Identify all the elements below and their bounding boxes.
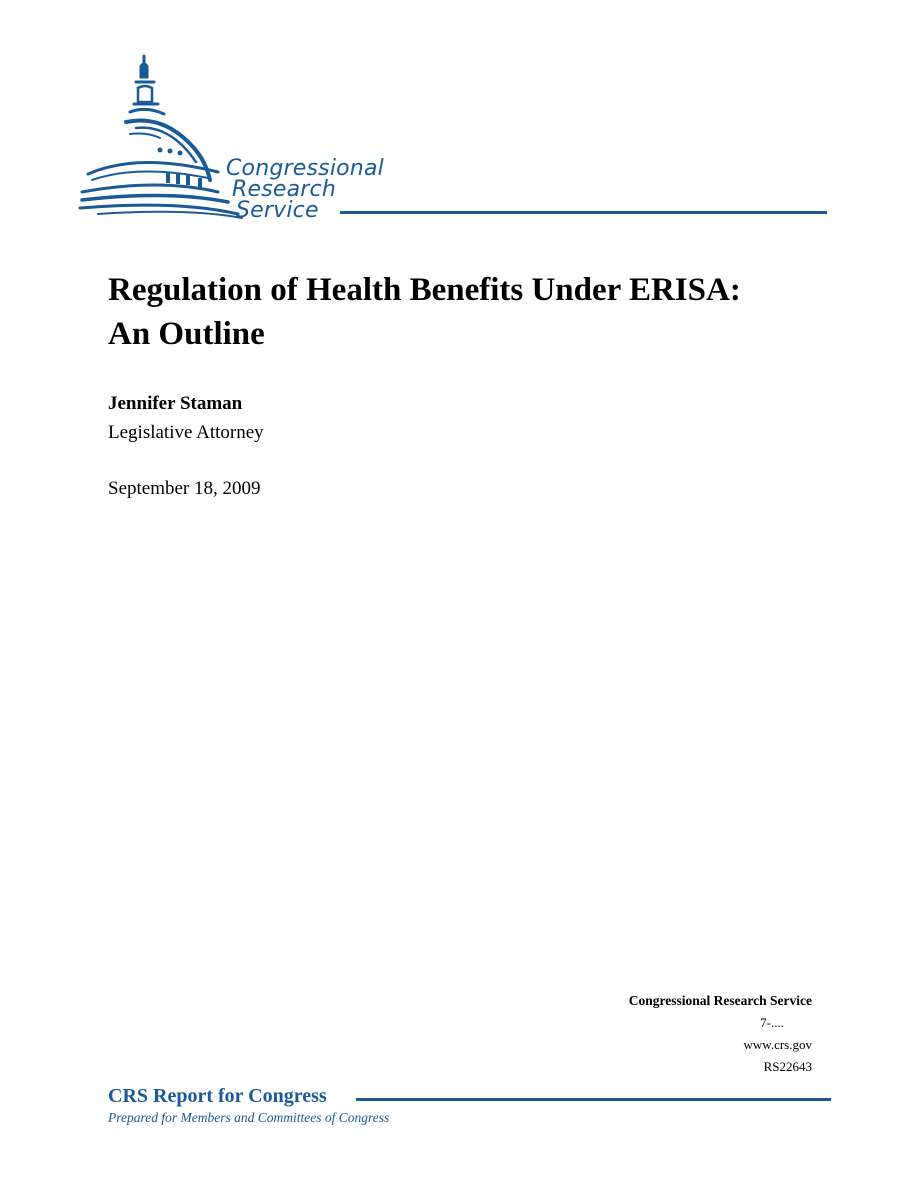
author-name: Jennifer Staman <box>108 393 243 414</box>
crs-report-id: RS22643 <box>763 1059 812 1074</box>
logo-line-service: Service <box>236 198 319 223</box>
crs-website: www.crs.gov <box>743 1037 812 1052</box>
footer-title: CRS Report for Congress <box>108 1085 327 1107</box>
footer-rule <box>356 1098 831 1101</box>
logo-line-congressional: Congressional <box>226 156 384 181</box>
crs-org-name: Congressional Research Service <box>628 993 812 1008</box>
footer-subtitle: Prepared for Members and Committees of Congress <box>108 1110 390 1125</box>
report-title <box>108 268 868 356</box>
logo-line-research: Research <box>232 177 336 202</box>
report-date: September 18, 2009 <box>108 478 261 499</box>
crs-number: 7-.... <box>760 1015 784 1030</box>
crs-logo <box>78 52 838 227</box>
report-title-line-1: Regulation of Health Benefits Under ERISA: <box>108 272 741 308</box>
author-role: Legislative Attorney <box>108 422 264 443</box>
crs-info-block <box>629 990 812 1078</box>
report-title-line-2: An Outline <box>108 316 265 352</box>
logo-rule <box>340 211 827 214</box>
